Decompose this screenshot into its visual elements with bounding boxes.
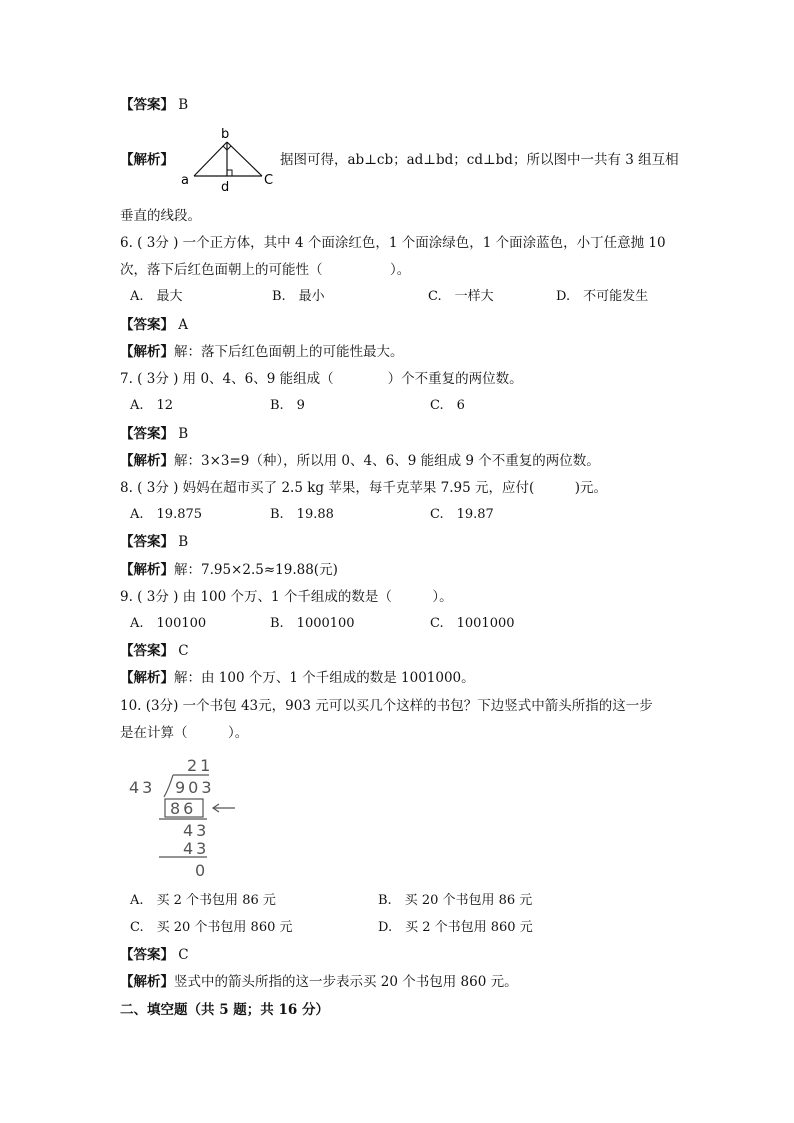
analysis-tag: 【解析】 (120, 670, 174, 686)
label-b: b (221, 127, 230, 142)
division-dividend: 903 (175, 778, 215, 797)
analysis-text: 解：落下后红色面朝上的可能性最大。 (174, 344, 404, 360)
q9-question: 9. ( 3分 ) 由 100 个万、1 个千组成的数是（ ）。 (120, 589, 453, 605)
q6-answer (120, 315, 188, 335)
q8-option-c: C. 19.87 (430, 507, 494, 522)
label-c: C (264, 173, 274, 188)
answer-value: B (178, 534, 189, 550)
q10-option-b: B. 买 20 个书包用 86 元 (378, 893, 533, 908)
q8-question: 8. ( 3分 ) 妈妈在超市买了 2.5 kg 苹果，每千克苹果 7.95 元，应付( )元。 (120, 480, 608, 496)
answer-tag: 【答案】 (120, 426, 174, 442)
answer-value: B (178, 97, 189, 113)
analysis-text: 竖式中的箭头所指的这一步表示买 20 个书包用 860 元。 (174, 974, 518, 990)
q6-analysis (120, 342, 404, 362)
q9-answer (120, 641, 189, 661)
section-heading: 二、填空题（共 5 题；共 16 分） (120, 1002, 329, 1018)
analysis-tag: 【解析】 (120, 152, 174, 168)
q7-option-a: A. 12 (130, 398, 174, 413)
division-quotient: 21 (187, 756, 214, 775)
q6-option-c: C. 一样大 (428, 289, 494, 304)
answer-value: C (178, 643, 189, 659)
answer-tag: 【答案】 (120, 97, 174, 113)
q9-option-b: B. 1000100 (270, 616, 355, 631)
answer-tag: 【答案】 (120, 643, 174, 659)
division-remainder2: 0 (195, 861, 206, 880)
long-division-figure (125, 752, 245, 884)
q10-option-c: C. 买 20 个书包用 860 元 (130, 920, 293, 935)
label-d: d (221, 180, 230, 195)
q6-question-line2: 次，落下后红色面朝上的可能性（ ）。 (120, 262, 411, 278)
analysis-text: 解：由 100 个万、1 个千组成的数是 1001000。 (174, 670, 475, 686)
division-step1: 86 (170, 799, 197, 818)
q8-option-b: B. 19.88 (270, 507, 334, 522)
q8-analysis (120, 560, 338, 580)
q10-option-a: A. 买 2 个书包用 86 元 (130, 893, 276, 908)
q10-question-line2: 是在计算（ ）。 (120, 725, 249, 741)
division-remainder1: 43 (183, 821, 210, 840)
q5-analysis-text: 据图可得，ab⊥cb；ad⊥bd；cd⊥bd；所以图中一共有 3 组互相 (280, 152, 679, 168)
answer-tag: 【答案】 (120, 317, 174, 333)
division-step2: 43 (183, 839, 210, 858)
q5-answer (120, 95, 188, 115)
q8-option-a: A. 19.875 (130, 507, 203, 522)
q7-question: 7. ( 3分 ) 用 0、4、6、9 能组成（ ）个不重复的两位数。 (120, 371, 523, 387)
perpendicular-triangle-figure (176, 126, 280, 196)
q10-analysis (120, 972, 518, 992)
q9-analysis (120, 668, 475, 688)
q6-option-a: A. 最大 (130, 289, 183, 304)
q6-option-d: D. 不可能发生 (556, 289, 649, 304)
q7-option-c: C. 6 (430, 398, 465, 413)
analysis-tag: 【解析】 (120, 453, 174, 469)
answer-tag: 【答案】 (120, 947, 174, 963)
q9-option-c: C. 1001000 (430, 616, 515, 631)
answer-value: C (178, 947, 189, 963)
q9-option-a: A. 100100 (130, 616, 207, 631)
division-divisor: 43 (129, 778, 156, 797)
analysis-tag: 【解析】 (120, 974, 174, 990)
label-a: a (181, 173, 189, 188)
q5-analysis-tag (120, 150, 174, 170)
q6-question-line1: 6. ( 3分 ) 一个正方体，其中 4 个面涂红色，1 个面涂绿色，1 个面涂蓝色，小丁任意抛 10 (120, 235, 666, 251)
analysis-text: 解：3×3=9（种），所以用 0、4、6、9 能组成 9 个不重复的两位数。 (174, 453, 600, 469)
q5-analysis-text-2: 垂直的线段。 (120, 208, 201, 224)
q7-answer (120, 424, 188, 444)
q10-answer (120, 945, 189, 965)
q10-question-line1: 10. (3分) 一个书包 43元，903 元可以买几个这样的书包？下边竖式中箭头所指的这一步 (120, 698, 653, 714)
q8-answer (120, 532, 188, 552)
answer-tag: 【答案】 (120, 534, 174, 550)
answer-value: B (178, 426, 189, 442)
q7-analysis (120, 451, 600, 471)
analysis-tag: 【解析】 (120, 562, 174, 578)
q7-option-b: B. 9 (270, 398, 305, 413)
answer-value: A (178, 317, 189, 333)
q6-option-b: B. 最小 (272, 289, 325, 304)
q10-option-d: D. 买 2 个书包用 860 元 (378, 920, 533, 935)
analysis-text: 解：7.95×2.5≈19.88(元) (174, 562, 338, 578)
analysis-tag: 【解析】 (120, 344, 174, 360)
